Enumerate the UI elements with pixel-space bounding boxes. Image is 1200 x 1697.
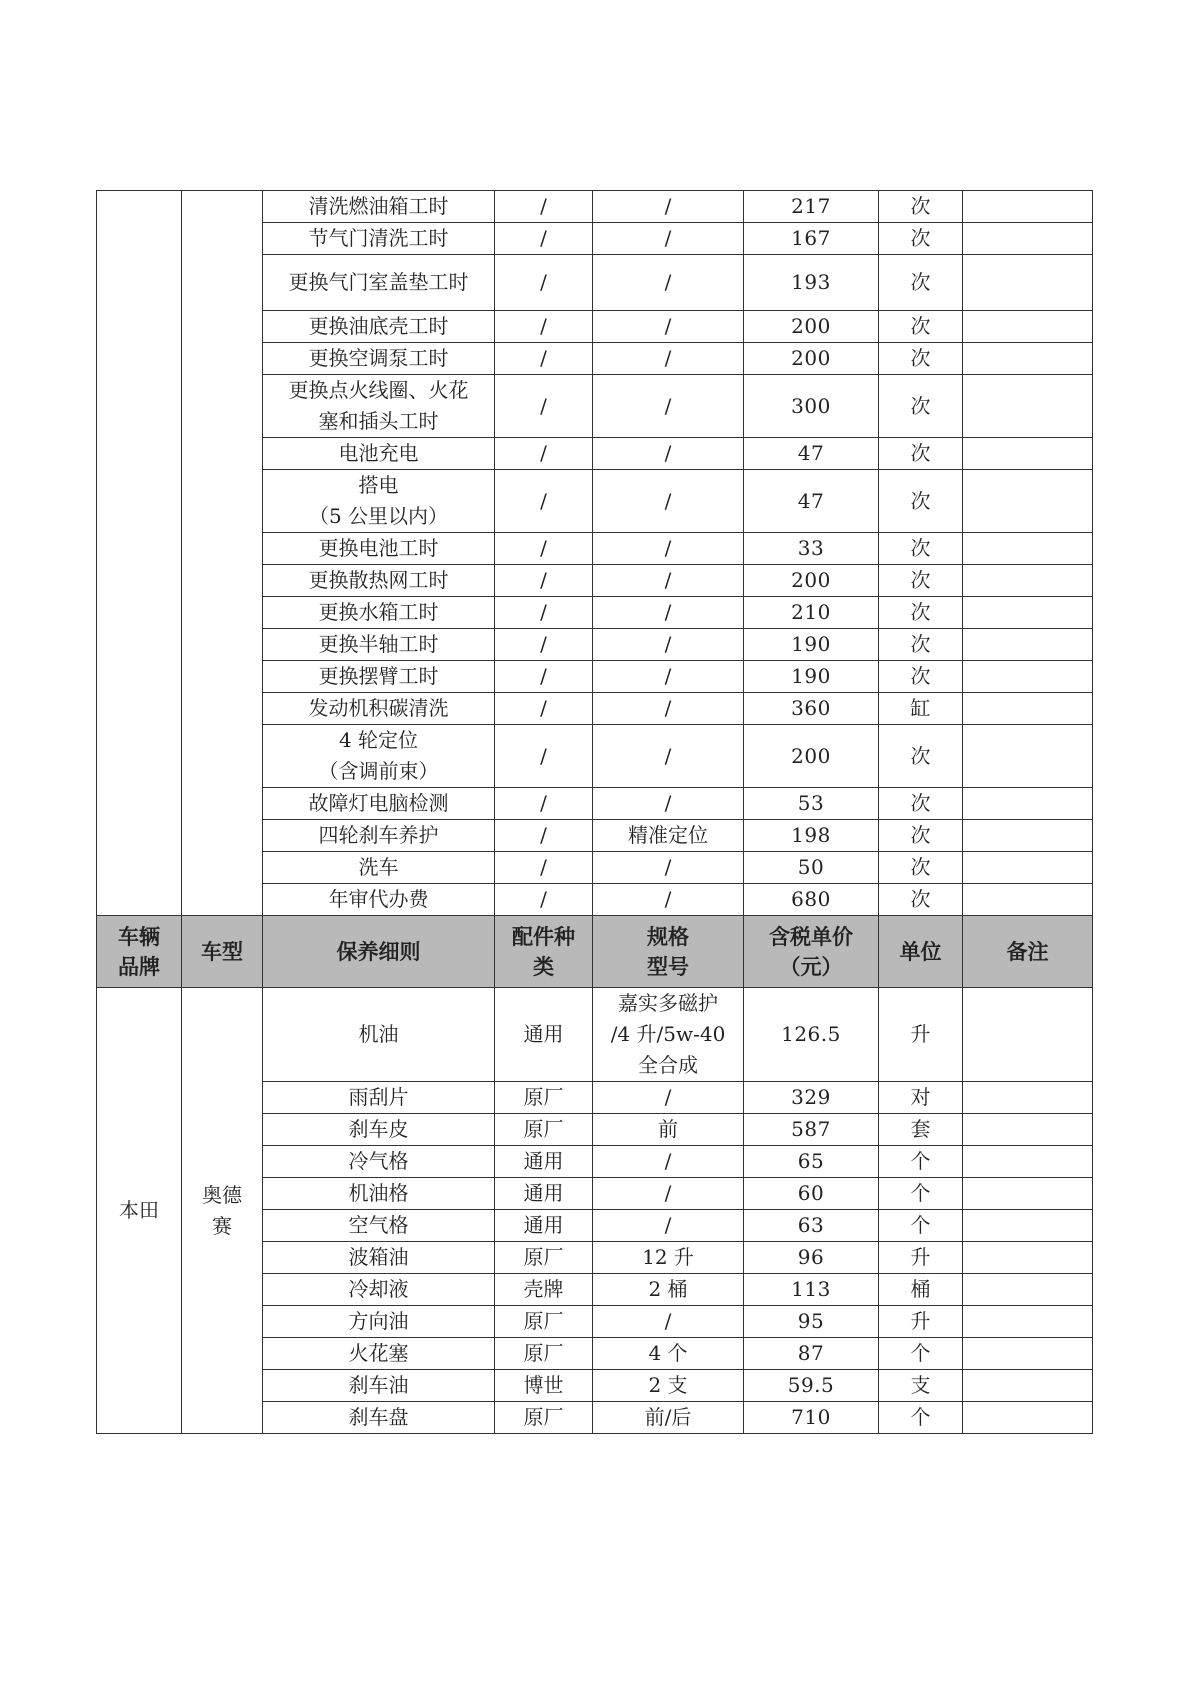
model-cell-empty — [182, 191, 263, 916]
cell-spec: 精准定位 — [593, 820, 744, 852]
cell-part-type: 原厂 — [495, 1402, 593, 1434]
header-price: 含税单价 （元） — [744, 916, 879, 988]
cell-price: 60 — [744, 1178, 879, 1210]
brand-cell-empty — [97, 191, 182, 916]
cell-item: 发动机积碳清洗 — [263, 693, 495, 725]
cell-price: 587 — [744, 1114, 879, 1146]
cell-item: 冷气格 — [263, 1146, 495, 1178]
cell-spec: / — [593, 533, 744, 565]
cell-remark — [963, 1178, 1093, 1210]
cell-remark — [963, 988, 1093, 1082]
header-model: 车型 — [182, 916, 263, 988]
cell-spec: / — [593, 375, 744, 438]
cell-remark — [963, 311, 1093, 343]
cell-remark — [963, 788, 1093, 820]
cell-spec: / — [593, 661, 744, 693]
cell-unit: 次 — [879, 597, 963, 629]
cell-price: 360 — [744, 693, 879, 725]
cell-spec: 12 升 — [593, 1242, 744, 1274]
cell-part-type: / — [495, 191, 593, 223]
cell-remark — [963, 1146, 1093, 1178]
header-item: 保养细则 — [263, 916, 495, 988]
cell-spec: 前/后 — [593, 1402, 744, 1434]
cell-spec: / — [593, 725, 744, 788]
cell-price: 47 — [744, 470, 879, 533]
cell-part-type: 原厂 — [495, 1242, 593, 1274]
cell-unit: 次 — [879, 191, 963, 223]
cell-item: 机油格 — [263, 1178, 495, 1210]
cell-item: 搭电 （5 公里以内） — [263, 470, 495, 533]
cell-remark — [963, 223, 1093, 255]
cell-spec: / — [593, 1146, 744, 1178]
cell-part-type: / — [495, 375, 593, 438]
cell-price: 217 — [744, 191, 879, 223]
cell-item: 波箱油 — [263, 1242, 495, 1274]
cell-price: 200 — [744, 725, 879, 788]
cell-part-type: 原厂 — [495, 1114, 593, 1146]
cell-spec: / — [593, 1210, 744, 1242]
cell-unit: 次 — [879, 470, 963, 533]
cell-spec: 嘉实多磁护 /4 升/5w-40 全合成 — [593, 988, 744, 1082]
cell-price: 329 — [744, 1082, 879, 1114]
cell-price: 198 — [744, 820, 879, 852]
cell-item: 刹车盘 — [263, 1402, 495, 1434]
header-row — [97, 916, 1093, 988]
cell-item: 空气格 — [263, 1210, 495, 1242]
cell-remark — [963, 852, 1093, 884]
cell-spec: 前 — [593, 1114, 744, 1146]
header-brand: 车辆 品牌 — [97, 916, 182, 988]
cell-price: 193 — [744, 255, 879, 311]
table-body — [97, 191, 1093, 1434]
cell-price: 50 — [744, 852, 879, 884]
cell-remark — [963, 1338, 1093, 1370]
cell-item: 更换摆臂工时 — [263, 661, 495, 693]
cell-price: 63 — [744, 1210, 879, 1242]
cell-part-type: 壳牌 — [495, 1274, 593, 1306]
cell-price: 210 — [744, 597, 879, 629]
cell-spec: / — [593, 1306, 744, 1338]
cell-part-type: / — [495, 438, 593, 470]
cell-unit: 次 — [879, 533, 963, 565]
table-row — [97, 988, 1093, 1082]
cell-remark — [963, 629, 1093, 661]
header-unit: 单位 — [879, 916, 963, 988]
cell-part-type: / — [495, 661, 593, 693]
cell-price: 710 — [744, 1402, 879, 1434]
cell-spec: / — [593, 255, 744, 311]
cell-price: 200 — [744, 343, 879, 375]
header-part-type: 配件种 类 — [495, 916, 593, 988]
cell-part-type: 博世 — [495, 1370, 593, 1402]
cell-item: 更换油底壳工时 — [263, 311, 495, 343]
cell-unit: 个 — [879, 1210, 963, 1242]
cell-spec: / — [593, 693, 744, 725]
cell-item: 年审代办费 — [263, 884, 495, 916]
cell-unit: 次 — [879, 884, 963, 916]
cell-unit: 次 — [879, 565, 963, 597]
cell-part-type: / — [495, 693, 593, 725]
cell-unit: 次 — [879, 438, 963, 470]
cell-item: 更换电池工时 — [263, 533, 495, 565]
cell-unit: 个 — [879, 1402, 963, 1434]
cell-price: 87 — [744, 1338, 879, 1370]
cell-spec: 2 桶 — [593, 1274, 744, 1306]
cell-part-type: / — [495, 852, 593, 884]
cell-unit: 个 — [879, 1338, 963, 1370]
cell-unit: 次 — [879, 343, 963, 375]
cell-item: 更换空调泵工时 — [263, 343, 495, 375]
cell-spec: 4 个 — [593, 1338, 744, 1370]
cell-unit: 对 — [879, 1082, 963, 1114]
cell-item: 刹车皮 — [263, 1114, 495, 1146]
cell-item: 更换气门室盖垫工时 — [263, 255, 495, 311]
cell-price: 33 — [744, 533, 879, 565]
cell-remark — [963, 693, 1093, 725]
cell-remark — [963, 438, 1093, 470]
cell-price: 200 — [744, 565, 879, 597]
cell-unit: 次 — [879, 661, 963, 693]
cell-remark — [963, 820, 1093, 852]
cell-item: 更换散热网工时 — [263, 565, 495, 597]
cell-item: 洗车 — [263, 852, 495, 884]
cell-remark — [963, 1114, 1093, 1146]
cell-remark — [963, 597, 1093, 629]
cell-item: 刹车油 — [263, 1370, 495, 1402]
cell-unit: 个 — [879, 1178, 963, 1210]
cell-part-type: / — [495, 820, 593, 852]
table-row — [97, 191, 1093, 223]
cell-spec: / — [593, 438, 744, 470]
cell-item: 故障灯电脑检测 — [263, 788, 495, 820]
cell-price: 59.5 — [744, 1370, 879, 1402]
cell-unit: 升 — [879, 1242, 963, 1274]
cell-spec: / — [593, 343, 744, 375]
brand-cell: 本田 — [97, 988, 182, 1434]
cell-price: 190 — [744, 629, 879, 661]
cell-part-type: / — [495, 725, 593, 788]
cell-item: 雨刮片 — [263, 1082, 495, 1114]
cell-spec: 2 支 — [593, 1370, 744, 1402]
cell-unit: 支 — [879, 1370, 963, 1402]
cell-price: 200 — [744, 311, 879, 343]
cell-price: 167 — [744, 223, 879, 255]
cell-part-type: / — [495, 597, 593, 629]
cell-part-type: 原厂 — [495, 1338, 593, 1370]
cell-item: 4 轮定位 （含调前束） — [263, 725, 495, 788]
cell-price: 126.5 — [744, 988, 879, 1082]
cell-part-type: / — [495, 629, 593, 661]
cell-part-type: / — [495, 470, 593, 533]
cell-spec: / — [593, 597, 744, 629]
cell-spec: / — [593, 223, 744, 255]
cell-remark — [963, 343, 1093, 375]
cell-remark — [963, 375, 1093, 438]
cell-part-type: 通用 — [495, 1178, 593, 1210]
cell-unit: 次 — [879, 311, 963, 343]
cell-part-type: / — [495, 343, 593, 375]
cell-remark — [963, 884, 1093, 916]
cell-spec: / — [593, 191, 744, 223]
cell-remark — [963, 661, 1093, 693]
cell-part-type: / — [495, 311, 593, 343]
cell-remark — [963, 255, 1093, 311]
cell-part-type: 通用 — [495, 988, 593, 1082]
cell-price: 680 — [744, 884, 879, 916]
maintenance-price-table — [96, 190, 1093, 1434]
cell-unit: 套 — [879, 1114, 963, 1146]
cell-remark — [963, 725, 1093, 788]
cell-item: 更换点火线圈、火花 塞和插头工时 — [263, 375, 495, 438]
cell-unit: 升 — [879, 1306, 963, 1338]
cell-part-type: / — [495, 533, 593, 565]
cell-unit: 次 — [879, 725, 963, 788]
cell-price: 47 — [744, 438, 879, 470]
cell-remark — [963, 191, 1093, 223]
cell-item: 更换半轴工时 — [263, 629, 495, 661]
cell-remark — [963, 1306, 1093, 1338]
cell-price: 300 — [744, 375, 879, 438]
cell-remark — [963, 1402, 1093, 1434]
header-spec: 规格 型号 — [593, 916, 744, 988]
cell-part-type: 通用 — [495, 1146, 593, 1178]
cell-unit: 次 — [879, 375, 963, 438]
model-cell: 奥德 赛 — [182, 988, 263, 1434]
header-remark: 备注 — [963, 916, 1093, 988]
cell-remark — [963, 565, 1093, 597]
cell-part-type: 原厂 — [495, 1306, 593, 1338]
cell-remark — [963, 470, 1093, 533]
cell-remark — [963, 1242, 1093, 1274]
cell-part-type: / — [495, 788, 593, 820]
cell-price: 190 — [744, 661, 879, 693]
cell-remark — [963, 1274, 1093, 1306]
cell-price: 65 — [744, 1146, 879, 1178]
cell-unit: 次 — [879, 255, 963, 311]
cell-spec: / — [593, 884, 744, 916]
cell-unit: 次 — [879, 852, 963, 884]
cell-part-type: 原厂 — [495, 1082, 593, 1114]
cell-unit: 个 — [879, 1146, 963, 1178]
cell-price: 53 — [744, 788, 879, 820]
cell-remark — [963, 1370, 1093, 1402]
cell-item: 清洗燃油箱工时 — [263, 191, 495, 223]
cell-spec: / — [593, 311, 744, 343]
cell-spec: / — [593, 1082, 744, 1114]
cell-unit: 升 — [879, 988, 963, 1082]
cell-spec: / — [593, 629, 744, 661]
cell-spec: / — [593, 470, 744, 533]
cell-remark — [963, 1210, 1093, 1242]
cell-unit: 缸 — [879, 693, 963, 725]
cell-item: 节气门清洗工时 — [263, 223, 495, 255]
cell-spec: / — [593, 852, 744, 884]
cell-item: 火花塞 — [263, 1338, 495, 1370]
cell-remark — [963, 533, 1093, 565]
cell-spec: / — [593, 788, 744, 820]
cell-unit: 桶 — [879, 1274, 963, 1306]
cell-spec: / — [593, 1178, 744, 1210]
cell-price: 95 — [744, 1306, 879, 1338]
cell-item: 机油 — [263, 988, 495, 1082]
cell-part-type: 通用 — [495, 1210, 593, 1242]
cell-part-type: / — [495, 884, 593, 916]
cell-unit: 次 — [879, 820, 963, 852]
cell-part-type: / — [495, 565, 593, 597]
cell-part-type: / — [495, 223, 593, 255]
cell-price: 113 — [744, 1274, 879, 1306]
cell-item: 更换水箱工时 — [263, 597, 495, 629]
cell-item: 方向油 — [263, 1306, 495, 1338]
cell-part-type: / — [495, 255, 593, 311]
cell-remark — [963, 1082, 1093, 1114]
cell-item: 四轮刹车养护 — [263, 820, 495, 852]
cell-unit: 次 — [879, 223, 963, 255]
cell-unit: 次 — [879, 788, 963, 820]
cell-unit: 次 — [879, 629, 963, 661]
cell-price: 96 — [744, 1242, 879, 1274]
cell-spec: / — [593, 565, 744, 597]
cell-item: 冷却液 — [263, 1274, 495, 1306]
cell-item: 电池充电 — [263, 438, 495, 470]
